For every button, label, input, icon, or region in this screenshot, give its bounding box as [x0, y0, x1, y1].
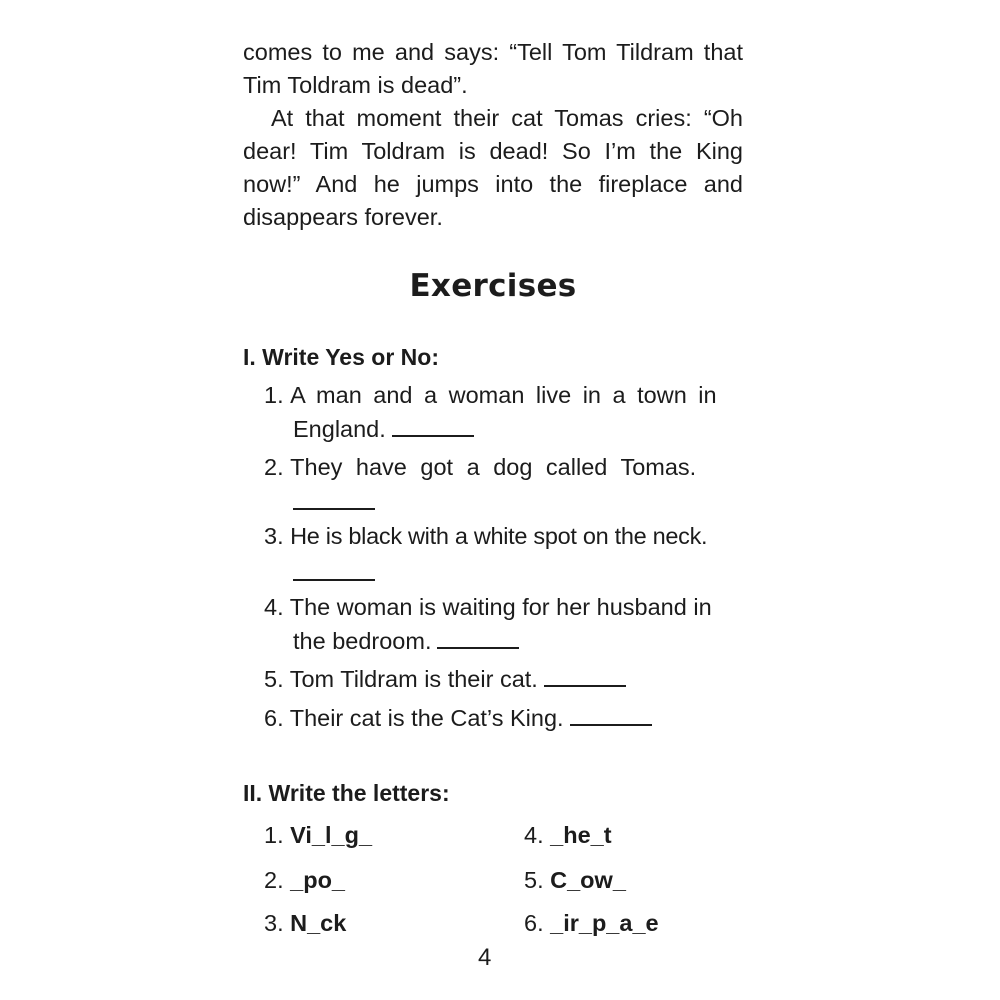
letters-item-3	[264, 906, 346, 940]
yes-no-item-1	[264, 378, 717, 412]
answer-blank[interactable]	[293, 579, 375, 581]
letters-word: _he_t	[550, 822, 612, 848]
letters-word: _ir_p_a_e	[550, 910, 659, 936]
item-text: They have got a dog called Tomas.	[290, 454, 697, 480]
yes-no-item-1-cont	[293, 412, 474, 446]
letters-word: N_ck	[290, 910, 347, 936]
answer-blank[interactable]	[392, 413, 474, 437]
item-number: 4.	[524, 822, 544, 848]
letters-word: _po_	[290, 867, 345, 893]
yes-no-item-3	[264, 519, 707, 553]
letters-item-4	[524, 818, 612, 852]
item-number: 3.	[264, 523, 284, 549]
item-number: 5.	[264, 666, 284, 692]
item-number: 1.	[264, 382, 284, 408]
letters-word: C_ow_	[550, 867, 626, 893]
letters-item-1	[264, 818, 372, 852]
letters-word: Vi_l_g_	[290, 822, 373, 848]
item-text: The woman is waiting for her husband in	[289, 594, 712, 620]
page-number: 4	[478, 944, 492, 971]
letters-item-6	[524, 906, 659, 940]
story-paragraph-2: At that moment their cat Tomas cries: “Oh dear! Tim Toldram is dead! So I’m the King now!” And he jumps into the fireplace and disappears forever.	[243, 105, 743, 230]
item-number: 6.	[264, 705, 284, 731]
answer-blank[interactable]	[570, 702, 652, 726]
story-paragraph-1: comes to me and says: “Tell Tom Tildram that Tim Toldram is dead”.	[243, 39, 743, 98]
answer-blank[interactable]	[544, 663, 626, 687]
item-number: 3.	[264, 910, 284, 936]
letters-item-5	[524, 863, 626, 897]
letters-item-2	[264, 863, 345, 897]
item-number: 6.	[524, 910, 544, 936]
yes-no-item-4-cont	[293, 624, 519, 658]
item-text: He is black with a white spot on the neck.	[290, 523, 708, 549]
answer-blank[interactable]	[293, 508, 375, 510]
item-number: 1.	[264, 822, 284, 848]
item-number: 5.	[524, 867, 544, 893]
section-2-title: II. Write the letters:	[243, 780, 450, 806]
yes-no-item-6	[264, 701, 652, 735]
item-text: Their cat is the Cat’s King.	[289, 705, 564, 731]
yes-no-item-2	[264, 450, 696, 484]
answer-blank[interactable]	[437, 625, 519, 649]
item-text: England.	[293, 416, 386, 442]
item-number: 2.	[264, 867, 284, 893]
item-text: Tom Tildram is their cat.	[289, 666, 538, 692]
yes-no-item-4	[264, 590, 712, 624]
item-text: A man and a woman live in a town in	[290, 382, 717, 408]
item-text: the bedroom.	[293, 628, 432, 654]
item-number: 4.	[264, 594, 284, 620]
yes-no-item-5	[264, 662, 626, 696]
section-1-title: I. Write Yes or No:	[243, 344, 439, 370]
exercises-heading: Exercises	[409, 268, 577, 304]
item-number: 2.	[264, 454, 284, 480]
